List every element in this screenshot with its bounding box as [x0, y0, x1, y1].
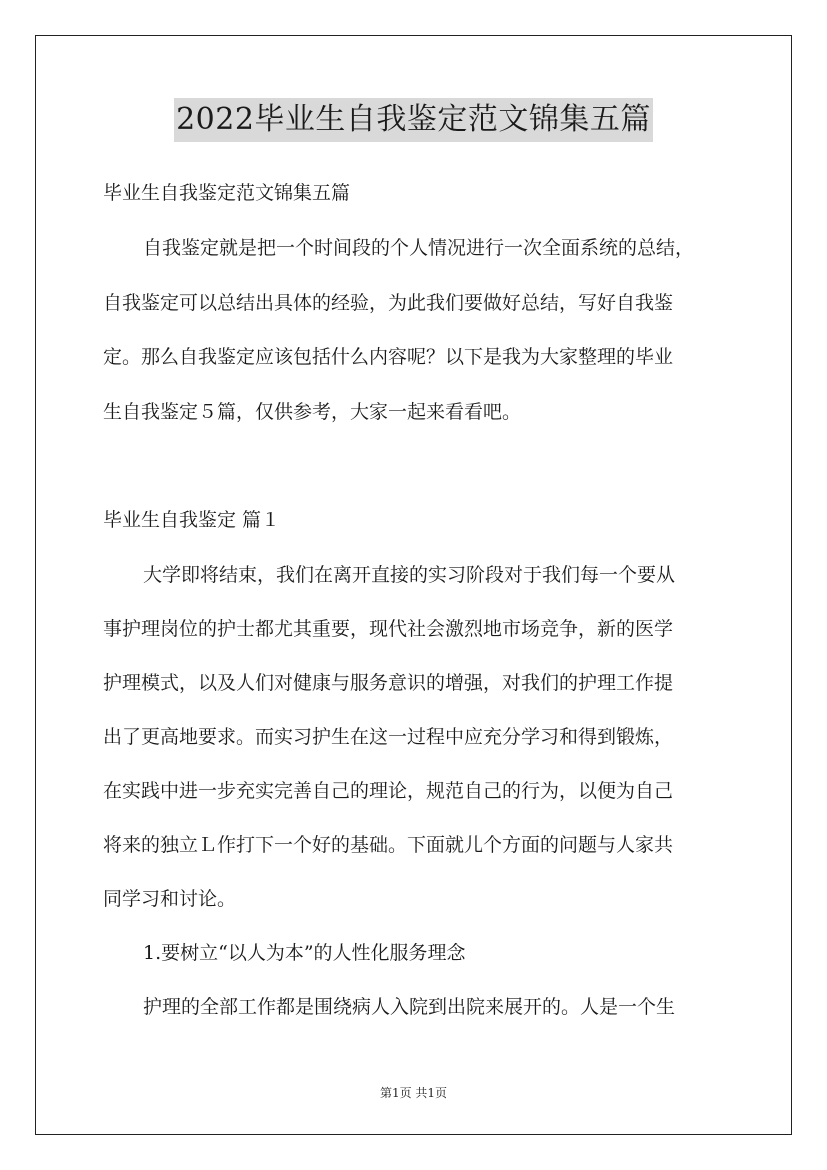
page-footer: 第1页 共1页	[379, 1086, 448, 1100]
paragraph-line: 将来的独立Ｌ作打下一个好的基础。下面就儿个方面的问题与人家共	[103, 834, 674, 856]
paragraph-line: 定。那么自我鉴定应该包括什么内容呢？以下是我为大家整理的毕业	[103, 346, 674, 368]
paragraph-line: 同学习和讨论。	[103, 888, 237, 910]
paragraph-line: 自我鉴定可以总结出具体的经验，为此我们要做好总结，写好自我鉴	[103, 292, 674, 314]
section-heading: 毕业生自我鉴定 篇１	[103, 509, 281, 531]
subtitle-line: 毕业生自我鉴定范文锦集五篇	[103, 182, 351, 204]
paragraph-line: 出了更高地要求。而实习护生在这一过程中应充分学习和得到锻炼，	[103, 726, 674, 748]
title-wrapper	[0, 98, 827, 142]
paragraph-line: 生自我鉴定５篇，仅供参考，大家一起来看看吧。	[103, 401, 522, 423]
document-title: 2022毕业生自我鉴定范文锦集五篇	[174, 98, 653, 142]
paragraph-line: 护理模式，以及人们对健康与服务意识的增强，对我们的护理工作提	[103, 672, 674, 694]
paragraph-line: 护理的全部工作都是围绕病人入院到出院来展开的。人是一个生	[143, 996, 676, 1018]
paragraph-line: 自我鉴定就是把一个时间段的个人情况进行一次全面系统的总结，	[143, 237, 695, 259]
paragraph-line: 事护理岗位的护士都尤其重要，现代社会激烈地市场竞争，新的医学	[103, 618, 674, 640]
paragraph-line: 在实践中进一步充实完善自己的理论，规范自己的行为，以便为自己	[103, 780, 674, 802]
numbered-heading: 1.要树立“以人为本”的人性化服务理念	[143, 942, 466, 964]
paragraph-line: 大学即将结束，我们在离开直接的实习阶段对于我们每一个要从	[143, 564, 676, 586]
